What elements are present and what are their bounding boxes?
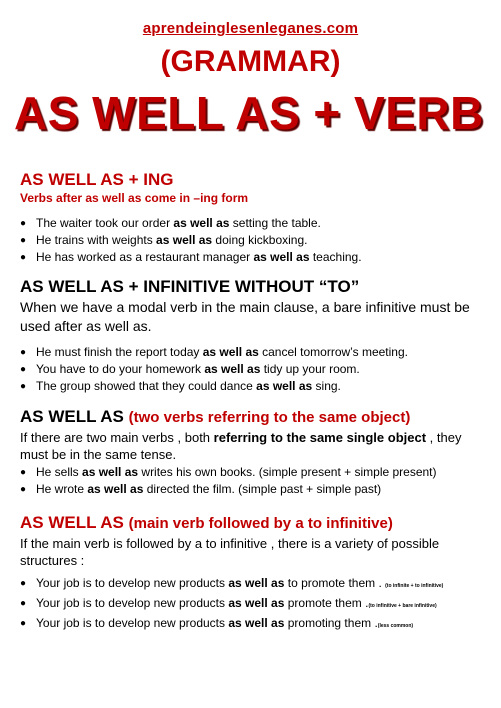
- section-bare-infinitive: [20, 277, 490, 395]
- list-item: ● Your job is to develop new products as well as to promote them . (to infinite + to infinitive): [20, 576, 444, 590]
- site-url: aprendeinglesenleganes.com: [142, 20, 359, 37]
- section-to-infinitive: [20, 513, 490, 635]
- section-title: AS WELL AS (main verb followed by a to infinitive): [20, 513, 393, 532]
- category-heading: (GRAMMAR): [160, 45, 341, 78]
- page-title: AS WELL AS + VERB: [14, 87, 484, 139]
- section-title: AS WELL AS (two verbs referring to the same object): [20, 407, 411, 426]
- list-item: ● He trains with weights as well as doing kickboxing.: [20, 233, 308, 247]
- list-item: ● The group showed that they could dance as well as sing.: [20, 379, 341, 393]
- section-intro: If the main verb is followed by a to infinitive , there is a variety of possible structures :: [20, 536, 440, 568]
- example-list: [20, 344, 490, 395]
- example-list: [20, 575, 490, 635]
- section-intro: If there are two main verbs , both referring to the same single object , they must be in the same tense.: [20, 430, 462, 462]
- example-list: [20, 215, 490, 266]
- section-subtitle: Verbs after as well as come in –ing form: [20, 191, 249, 205]
- section-ing: [20, 170, 490, 266]
- list-item: ● Your job is to develop new products as well as promoting them .(less common): [20, 616, 414, 630]
- section-title: AS WELL AS + ING: [20, 170, 174, 189]
- list-item: ● Your job is to develop new products as well as promote them .(to infinitive + bare infinitive): [20, 596, 437, 610]
- list-item: ● He must finish the report today as well as cancel tomorrow’s meeting.: [20, 345, 408, 359]
- section-title: AS WELL AS + INFINITIVE WITHOUT “TO”: [20, 277, 360, 296]
- section-two-verbs: [20, 407, 490, 498]
- list-item: ● He wrote as well as directed the film. (simple past + simple past): [20, 482, 382, 496]
- section-intro: When we have a modal verb in the main clause, a bare infinitive must be used after as well as.: [20, 299, 470, 334]
- example-list: [20, 464, 490, 498]
- list-item: ● You have to do your homework as well as tidy up your room.: [20, 362, 360, 376]
- list-item: ● He has worked as a restaurant manager as well as teaching.: [20, 250, 362, 264]
- list-item: ● He sells as well as writes his own books. (simple present + simple present): [20, 465, 437, 479]
- list-item: ● The waiter took our order as well as setting the table.: [20, 216, 321, 230]
